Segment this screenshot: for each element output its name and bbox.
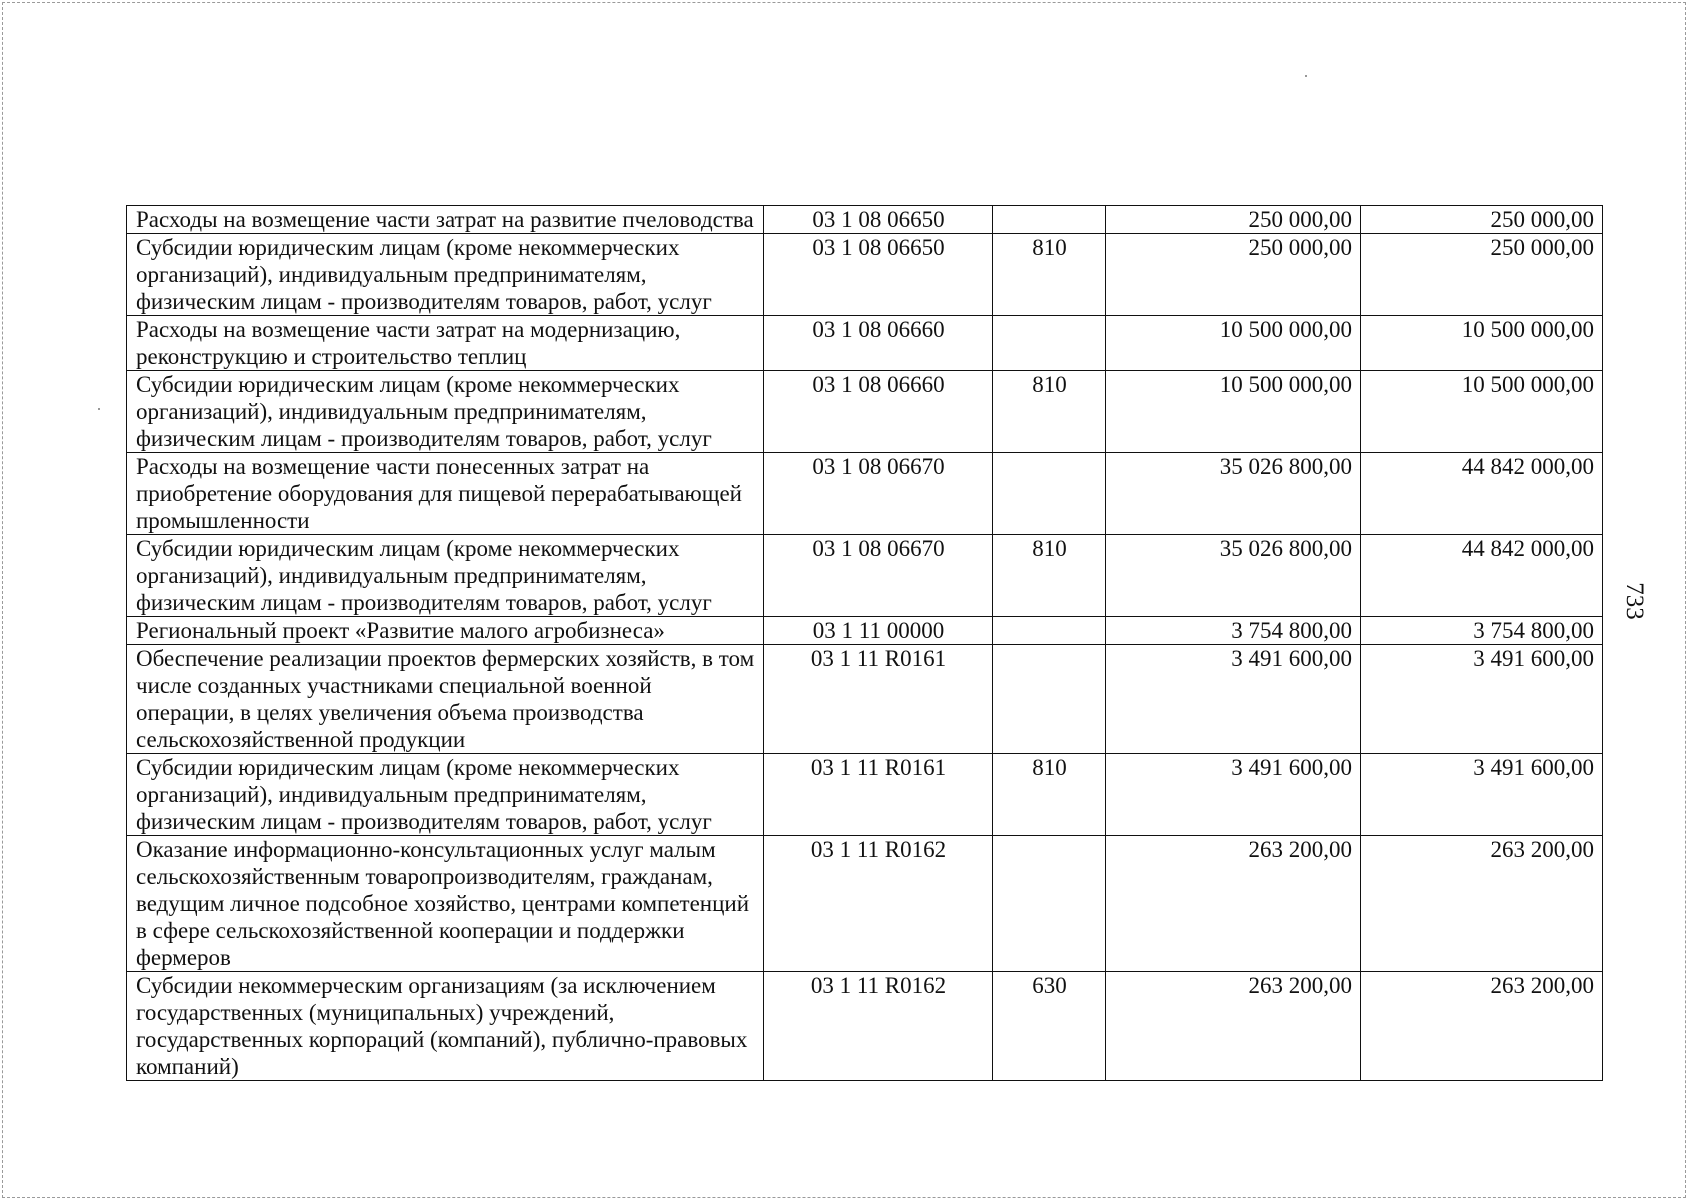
amount-year-1-cell: 3 491 600,00 bbox=[1106, 645, 1361, 754]
budget-code-cell: 03 1 08 06670 bbox=[764, 453, 993, 535]
amount-year-1-cell: 35 026 800,00 bbox=[1106, 453, 1361, 535]
expense-name-cell: Оказание информационно-консультационных услуг малым сельскохозяйственным товаропроизводителям, гражданам, ведущим личное подсобное хозяйство, центрами компетенций в сфере сельскохозяйственной кооперации и поддержки фермеров bbox=[127, 836, 764, 972]
amount-year-2-cell: 44 842 000,00 bbox=[1361, 453, 1603, 535]
amount-year-1-cell: 250 000,00 bbox=[1106, 206, 1361, 234]
table-row bbox=[127, 206, 1603, 234]
expense-name-cell: Субсидии некоммерческим организациям (за исключением государственных (муниципальных) учреждений, государственных корпораций (компаний), публично-правовых компаний) bbox=[127, 972, 764, 1081]
amount-year-1-cell: 10 500 000,00 bbox=[1106, 371, 1361, 453]
amount-year-1-cell: 263 200,00 bbox=[1106, 836, 1361, 972]
expense-type-cell bbox=[993, 836, 1106, 972]
expense-name-cell: Расходы на возмещение части затрат на модернизацию, реконструкцию и строительство теплиц bbox=[127, 316, 764, 371]
scan-speck bbox=[98, 408, 100, 410]
expense-type-cell bbox=[993, 453, 1106, 535]
amount-year-1-cell: 3 491 600,00 bbox=[1106, 754, 1361, 836]
table-row bbox=[127, 754, 1603, 836]
budget-code-cell: 03 1 11 R0161 bbox=[764, 754, 993, 836]
expense-name-cell: Субсидии юридическим лицам (кроме некоммерческих организаций), индивидуальным предпринимателям, физическим лицам - производителям товаров, работ, услуг bbox=[127, 535, 764, 617]
amount-year-2-cell: 263 200,00 bbox=[1361, 836, 1603, 972]
expense-name-cell: Субсидии юридическим лицам (кроме некоммерческих организаций), индивидуальным предпринимателям, физическим лицам - производителям товаров, работ, услуг bbox=[127, 754, 764, 836]
expense-type-cell: 810 bbox=[993, 535, 1106, 617]
table-row bbox=[127, 972, 1603, 1081]
expense-type-cell: 810 bbox=[993, 371, 1106, 453]
expense-type-cell bbox=[993, 617, 1106, 645]
budget-code-cell: 03 1 08 06670 bbox=[764, 535, 993, 617]
table-row bbox=[127, 453, 1603, 535]
page-number: 733 bbox=[1621, 582, 1648, 620]
budget-table bbox=[126, 205, 1603, 1081]
table-row bbox=[127, 535, 1603, 617]
expense-type-cell: 810 bbox=[993, 234, 1106, 316]
amount-year-2-cell: 3 491 600,00 bbox=[1361, 754, 1603, 836]
budget-code-cell: 03 1 08 06650 bbox=[764, 206, 993, 234]
expense-name-cell: Региональный проект «Развитие малого агробизнеса» bbox=[127, 617, 764, 645]
expense-type-cell: 810 bbox=[993, 754, 1106, 836]
amount-year-2-cell: 250 000,00 bbox=[1361, 206, 1603, 234]
expense-name-cell: Расходы на возмещение части затрат на развитие пчеловодства bbox=[127, 206, 764, 234]
amount-year-2-cell: 3 754 800,00 bbox=[1361, 617, 1603, 645]
amount-year-1-cell: 35 026 800,00 bbox=[1106, 535, 1361, 617]
expense-name-cell: Субсидии юридическим лицам (кроме некоммерческих организаций), индивидуальным предпринимателям, физическим лицам - производителям товаров, работ, услуг bbox=[127, 371, 764, 453]
expense-name-cell: Обеспечение реализации проектов фермерских хозяйств, в том числе созданных участниками специальной военной операции, в целях увеличения объема производства сельскохозяйственной продукции bbox=[127, 645, 764, 754]
expense-type-cell: 630 bbox=[993, 972, 1106, 1081]
amount-year-1-cell: 250 000,00 bbox=[1106, 234, 1361, 316]
amount-year-2-cell: 250 000,00 bbox=[1361, 234, 1603, 316]
expense-type-cell bbox=[993, 206, 1106, 234]
budget-code-cell: 03 1 11 00000 bbox=[764, 617, 993, 645]
expense-name-cell: Расходы на возмещение части понесенных затрат на приобретение оборудования для пищевой перерабатывающей промышленности bbox=[127, 453, 764, 535]
scan-speck bbox=[1305, 75, 1307, 77]
amount-year-2-cell: 10 500 000,00 bbox=[1361, 316, 1603, 371]
expense-type-cell bbox=[993, 645, 1106, 754]
table-row bbox=[127, 234, 1603, 316]
amount-year-1-cell: 263 200,00 bbox=[1106, 972, 1361, 1081]
amount-year-2-cell: 3 491 600,00 bbox=[1361, 645, 1603, 754]
table-row bbox=[127, 617, 1603, 645]
table-row bbox=[127, 836, 1603, 972]
expense-type-cell bbox=[993, 316, 1106, 371]
budget-code-cell: 03 1 08 06660 bbox=[764, 371, 993, 453]
amount-year-2-cell: 44 842 000,00 bbox=[1361, 535, 1603, 617]
amount-year-1-cell: 3 754 800,00 bbox=[1106, 617, 1361, 645]
amount-year-2-cell: 263 200,00 bbox=[1361, 972, 1603, 1081]
expense-name-cell: Субсидии юридическим лицам (кроме некоммерческих организаций), индивидуальным предпринимателям, физическим лицам - производителям товаров, работ, услуг bbox=[127, 234, 764, 316]
table-row bbox=[127, 371, 1603, 453]
budget-code-cell: 03 1 11 R0162 bbox=[764, 972, 993, 1081]
budget-code-cell: 03 1 08 06650 bbox=[764, 234, 993, 316]
amount-year-1-cell: 10 500 000,00 bbox=[1106, 316, 1361, 371]
amount-year-2-cell: 10 500 000,00 bbox=[1361, 371, 1603, 453]
table-row bbox=[127, 645, 1603, 754]
budget-code-cell: 03 1 08 06660 bbox=[764, 316, 993, 371]
table-row bbox=[127, 316, 1603, 371]
budget-code-cell: 03 1 11 R0161 bbox=[764, 645, 993, 754]
budget-code-cell: 03 1 11 R0162 bbox=[764, 836, 993, 972]
